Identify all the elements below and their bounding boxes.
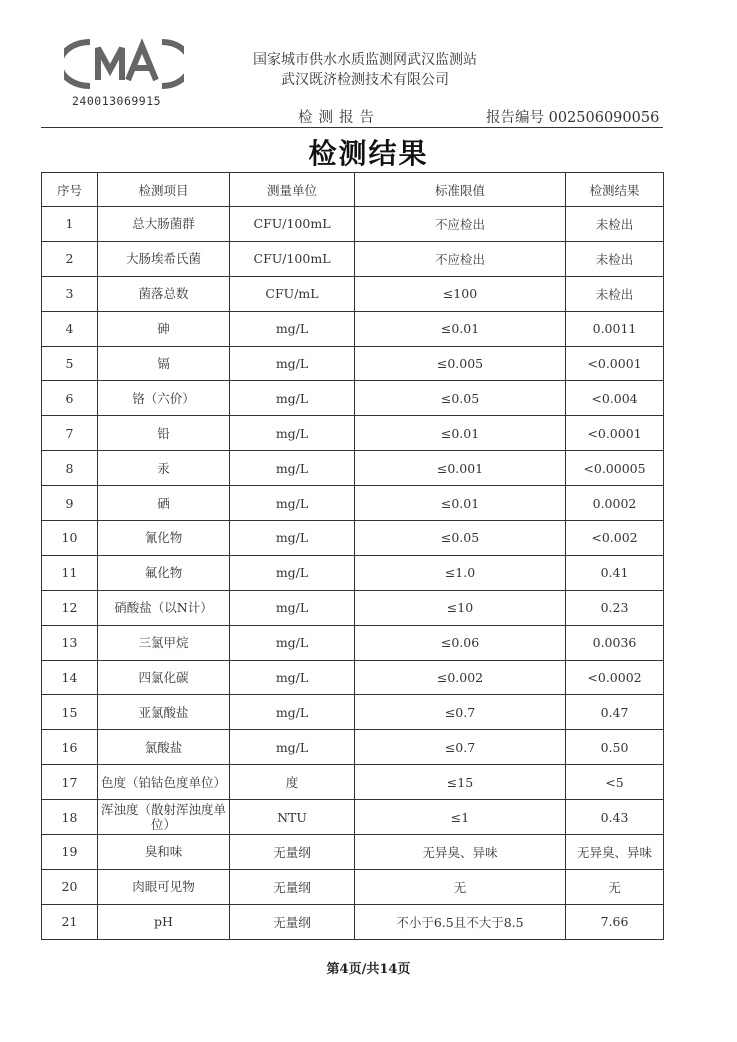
col-header-result: 检测结果 bbox=[566, 173, 664, 207]
cell-result: 未检出 bbox=[566, 276, 664, 311]
table-row bbox=[42, 416, 664, 451]
table-row bbox=[42, 730, 664, 765]
page-title: 检测结果 bbox=[308, 137, 429, 170]
cell-result: 未检出 bbox=[566, 241, 664, 276]
cell-item: 砷 bbox=[98, 311, 230, 346]
cell-result: <0.00005 bbox=[566, 451, 664, 486]
cell-unit: mg/L bbox=[230, 311, 355, 346]
header-divider bbox=[41, 127, 663, 128]
cell-result: <0.0001 bbox=[566, 416, 664, 451]
cell-no: 20 bbox=[42, 869, 98, 904]
table-header-row bbox=[42, 173, 664, 207]
cma-code: 240013069915 bbox=[72, 94, 162, 108]
table-row bbox=[42, 521, 664, 556]
cell-result: 7.66 bbox=[566, 904, 664, 939]
col-header-unit: 测量单位 bbox=[230, 173, 355, 207]
cell-limit: ≤0.01 bbox=[355, 311, 566, 346]
cell-item: 铅 bbox=[98, 416, 230, 451]
cell-limit: ≤10 bbox=[355, 590, 566, 625]
cell-unit: 无量纲 bbox=[230, 835, 355, 870]
cell-result: 0.0036 bbox=[566, 625, 664, 660]
cell-no: 16 bbox=[42, 730, 98, 765]
cell-result: 无 bbox=[566, 869, 664, 904]
table-row bbox=[42, 381, 664, 416]
cell-unit: mg/L bbox=[230, 416, 355, 451]
report-label: 检测报告 bbox=[298, 110, 380, 126]
col-header-limit: 标准限值 bbox=[355, 173, 566, 207]
cell-unit: 度 bbox=[230, 765, 355, 800]
cell-no: 2 bbox=[42, 241, 98, 276]
cell-no: 13 bbox=[42, 625, 98, 660]
table-row bbox=[42, 486, 664, 521]
cell-result: 0.47 bbox=[566, 695, 664, 730]
cell-unit: 无量纲 bbox=[230, 869, 355, 904]
cell-limit: ≤1 bbox=[355, 800, 566, 835]
table-row bbox=[42, 800, 664, 835]
cell-item: 亚氯酸盐 bbox=[98, 695, 230, 730]
cell-item: 肉眼可见物 bbox=[98, 869, 230, 904]
cell-unit: CFU/100mL bbox=[230, 241, 355, 276]
cell-limit: ≤100 bbox=[355, 276, 566, 311]
cell-item: 铬（六价） bbox=[98, 381, 230, 416]
cell-limit: 无 bbox=[355, 869, 566, 904]
cma-logo bbox=[64, 36, 184, 92]
cell-item: 四氯化碳 bbox=[98, 660, 230, 695]
cell-limit: ≤1.0 bbox=[355, 555, 566, 590]
table-row bbox=[42, 276, 664, 311]
cell-limit: ≤0.002 bbox=[355, 660, 566, 695]
cell-result: 无异臭、异味 bbox=[566, 835, 664, 870]
cell-unit: mg/L bbox=[230, 625, 355, 660]
table-row bbox=[42, 695, 664, 730]
cell-limit: ≤15 bbox=[355, 765, 566, 800]
table-row bbox=[42, 869, 664, 904]
organization-name bbox=[220, 50, 510, 90]
cell-unit: 无量纲 bbox=[230, 904, 355, 939]
cell-unit: CFU/100mL bbox=[230, 207, 355, 242]
cell-result: <0.0001 bbox=[566, 346, 664, 381]
cell-item: 三氯甲烷 bbox=[98, 625, 230, 660]
table-row bbox=[42, 904, 664, 939]
cell-unit: mg/L bbox=[230, 451, 355, 486]
cell-unit: mg/L bbox=[230, 486, 355, 521]
cell-no: 10 bbox=[42, 521, 98, 556]
table-row bbox=[42, 346, 664, 381]
cell-item: 浑浊度（散射浑浊度单位） bbox=[98, 800, 230, 835]
cell-limit: ≤0.01 bbox=[355, 416, 566, 451]
cell-result: <0.0002 bbox=[566, 660, 664, 695]
cell-item: 总大肠菌群 bbox=[98, 207, 230, 242]
cell-no: 19 bbox=[42, 835, 98, 870]
org-line-1: 国家城市供水水质监测网武汉监测站 bbox=[253, 52, 477, 68]
cell-limit: ≤0.01 bbox=[355, 486, 566, 521]
table-row bbox=[42, 835, 664, 870]
cell-item: 氟化物 bbox=[98, 555, 230, 590]
cell-no: 15 bbox=[42, 695, 98, 730]
cell-no: 3 bbox=[42, 276, 98, 311]
table-row bbox=[42, 625, 664, 660]
cell-item: 镉 bbox=[98, 346, 230, 381]
cell-unit: mg/L bbox=[230, 555, 355, 590]
col-header-item: 检测项目 bbox=[98, 173, 230, 207]
cell-limit: ≤0.005 bbox=[355, 346, 566, 381]
cell-item: 硝酸盐（以N计） bbox=[98, 590, 230, 625]
cell-no: 11 bbox=[42, 555, 98, 590]
cell-result: <5 bbox=[566, 765, 664, 800]
table-row bbox=[42, 311, 664, 346]
cell-unit: mg/L bbox=[230, 381, 355, 416]
cell-item: 氯酸盐 bbox=[98, 730, 230, 765]
cell-limit: 不应检出 bbox=[355, 207, 566, 242]
cell-no: 18 bbox=[42, 800, 98, 835]
cell-item: 臭和味 bbox=[98, 835, 230, 870]
cell-no: 9 bbox=[42, 486, 98, 521]
cell-item: 汞 bbox=[98, 451, 230, 486]
report-number: 报告编号 002506090056 bbox=[486, 110, 660, 126]
cell-limit: 不小于6.5且不大于8.5 bbox=[355, 904, 566, 939]
table-row bbox=[42, 555, 664, 590]
table-row bbox=[42, 207, 664, 242]
cell-no: 12 bbox=[42, 590, 98, 625]
cell-no: 4 bbox=[42, 311, 98, 346]
cell-no: 8 bbox=[42, 451, 98, 486]
cell-limit: ≤0.05 bbox=[355, 521, 566, 556]
cell-result: 0.23 bbox=[566, 590, 664, 625]
cell-item: 硒 bbox=[98, 486, 230, 521]
cell-no: 7 bbox=[42, 416, 98, 451]
cell-unit: mg/L bbox=[230, 695, 355, 730]
cell-result: 0.43 bbox=[566, 800, 664, 835]
cell-no: 14 bbox=[42, 660, 98, 695]
cell-unit: mg/L bbox=[230, 590, 355, 625]
cell-result: <0.002 bbox=[566, 521, 664, 556]
cell-item: 大肠埃希氏菌 bbox=[98, 241, 230, 276]
col-header-no: 序号 bbox=[42, 173, 98, 207]
results-table bbox=[41, 172, 664, 940]
cell-unit: CFU/mL bbox=[230, 276, 355, 311]
cell-unit: mg/L bbox=[230, 660, 355, 695]
cell-no: 17 bbox=[42, 765, 98, 800]
cell-limit: ≤0.7 bbox=[355, 730, 566, 765]
page-footer: 第4页/共14页 bbox=[326, 962, 411, 977]
cell-limit: 无异臭、异味 bbox=[355, 835, 566, 870]
cell-no: 1 bbox=[42, 207, 98, 242]
cell-limit: ≤0.05 bbox=[355, 381, 566, 416]
cma-emblem-icon bbox=[64, 36, 184, 92]
cell-no: 21 bbox=[42, 904, 98, 939]
cell-result: <0.004 bbox=[566, 381, 664, 416]
table-row bbox=[42, 765, 664, 800]
cell-unit: NTU bbox=[230, 800, 355, 835]
cell-limit: 不应检出 bbox=[355, 241, 566, 276]
cell-unit: mg/L bbox=[230, 521, 355, 556]
table-row bbox=[42, 241, 664, 276]
cell-no: 5 bbox=[42, 346, 98, 381]
cell-item: pH bbox=[98, 904, 230, 939]
org-line-2: 武汉既济检测技术有限公司 bbox=[281, 72, 449, 88]
table-row bbox=[42, 590, 664, 625]
cell-unit: mg/L bbox=[230, 730, 355, 765]
cell-unit: mg/L bbox=[230, 346, 355, 381]
table-row bbox=[42, 451, 664, 486]
cell-result: 0.41 bbox=[566, 555, 664, 590]
cell-item: 色度（铂钴色度单位） bbox=[98, 765, 230, 800]
cell-limit: ≤0.06 bbox=[355, 625, 566, 660]
cell-limit: ≤0.7 bbox=[355, 695, 566, 730]
cell-result: 0.50 bbox=[566, 730, 664, 765]
cell-item: 菌落总数 bbox=[98, 276, 230, 311]
cell-no: 6 bbox=[42, 381, 98, 416]
cell-result: 未检出 bbox=[566, 207, 664, 242]
table-row bbox=[42, 660, 664, 695]
cell-limit: ≤0.001 bbox=[355, 451, 566, 486]
cell-result: 0.0011 bbox=[566, 311, 664, 346]
cell-item: 氰化物 bbox=[98, 521, 230, 556]
cell-result: 0.0002 bbox=[566, 486, 664, 521]
